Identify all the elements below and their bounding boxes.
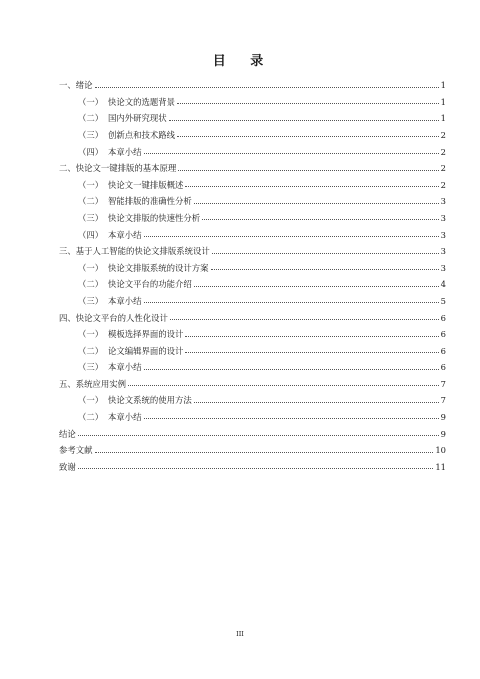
toc-entry [59,455,446,472]
toc-entry-page: 6 [440,329,446,340]
toc-entry-label [59,98,175,106]
toc-leader-dots [95,87,439,88]
toc-entry-number: （三） [78,295,104,306]
toc-entry [59,272,446,289]
toc-entry [59,106,446,123]
toc-entry-text: 参考文献 [59,445,93,456]
toc-leader-dots [177,136,439,137]
toc-entry-page: 5 [440,295,446,306]
toc-entry-text: 三、基于人工智能的快论文排版系统设计 [59,246,210,257]
toc-entry [59,139,446,156]
toc-entry-page: 2 [440,129,446,140]
toc-entry-page: 3 [440,212,446,223]
toc-entry [59,222,446,239]
toc-entry-text: 本章小结 [108,295,142,306]
toc-leader-dots [144,302,439,303]
toc-title: 目 录 [212,54,274,69]
toc-entry-page: 6 [440,312,446,323]
toc-leader-dots [144,418,439,419]
toc-entry-page: 3 [440,196,446,207]
toc-entry-label [59,430,76,438]
toc-entry-label [59,297,142,305]
toc-leader-dots [95,452,434,453]
toc-leader-dots [211,269,439,270]
toc-entry-text: 快论文的选题背景 [108,96,175,107]
toc-entry-label [59,164,176,172]
toc-entry-text: 快论文一键排版概述 [108,179,184,190]
toc-entry-text: 快论文排版的快速性分析 [108,212,201,223]
toc-entry-number: （三） [78,362,104,373]
toc-entry-number: （三） [78,129,104,140]
toc-entry [59,438,446,455]
toc-entry-text: 四、快论文平台的人性化设计 [59,312,168,323]
toc-entry-label [59,396,192,404]
toc-entry [59,90,446,107]
toc-entry [59,173,446,190]
toc-entry-label [59,314,168,322]
toc-leader-dots [194,286,439,287]
toc-entry-text: 五、系统应用实例 [59,378,126,389]
toc-entry-label [59,214,200,222]
toc-entry-label [59,413,142,421]
toc-entry [59,372,446,389]
toc-leader-dots [194,203,439,204]
toc-entry-page: 2 [440,179,446,190]
toc-leader-dots [178,170,438,171]
toc-entry-text: 结论 [59,428,76,439]
toc-leader-dots [194,402,439,403]
toc-entry-page: 3 [440,262,446,273]
toc-entry-text: 本章小结 [108,412,142,423]
toc-entry-page: 2 [440,146,446,157]
toc-entry-text: 本章小结 [108,146,142,157]
toc-entry-page: 4 [440,279,446,290]
table-of-contents [59,73,446,471]
toc-entry-label [59,280,192,288]
toc-entry [59,339,446,356]
toc-entry-page: 9 [440,412,446,423]
toc-leader-dots [169,120,439,121]
toc-entry-label [59,197,192,205]
toc-entry-page: 7 [440,395,446,406]
toc-entry-number: （二） [78,196,104,207]
toc-entry-text: 创新点和技术路线 [108,129,175,140]
toc-entry-page: 3 [440,229,446,240]
toc-entry-label [59,264,209,272]
toc-entry-text: 快论文平台的功能介绍 [108,279,192,290]
toc-entry-page: 9 [440,428,446,439]
toc-entry-page: 10 [435,445,446,456]
toc-leader-dots [185,336,438,337]
toc-entry-label [59,81,93,89]
toc-entry [59,189,446,206]
toc-leader-dots [78,435,439,436]
toc-entry [59,388,446,405]
toc-entry-page: 3 [440,246,446,257]
toc-entry-page: 1 [440,96,446,107]
toc-entry-text: 致谢 [59,461,76,472]
toc-entry-text: 一、绪论 [59,80,93,91]
toc-entry-number: （四） [78,146,104,157]
toc-entry-page: 11 [435,461,446,472]
toc-leader-dots [144,369,439,370]
toc-entry-number: （二） [78,279,104,290]
toc-entry-label [59,247,210,255]
toc-entry [59,239,446,256]
toc-leader-dots [177,103,439,104]
toc-leader-dots [144,153,439,154]
toc-entry-text: 二、快论文一键排版的基本原理 [59,163,177,174]
toc-leader-dots [212,253,439,254]
toc-entry-label [59,114,167,122]
toc-leader-dots [185,352,438,353]
toc-entry-page: 1 [440,80,446,91]
toc-entry-label [59,131,175,139]
toc-entry-number: （一） [78,179,104,190]
toc-entry-number: （二） [78,412,104,423]
toc-entry-page: 7 [440,378,446,389]
toc-entry-number: （一） [78,395,104,406]
toc-entry-label [59,181,183,189]
toc-entry-text: 快论文排版系统的设计方案 [108,262,209,273]
toc-entry-page: 1 [440,113,446,124]
toc-entry-text: 论文编辑界面的设计 [108,345,184,356]
toc-entry-text: 智能排版的准确性分析 [108,196,192,207]
toc-entry-text: 本章小结 [108,362,142,373]
toc-entry-text: 国内外研究现状 [108,113,167,124]
toc-entry [59,156,446,173]
toc-entry [59,256,446,273]
toc-entry-page: 6 [440,345,446,356]
toc-leader-dots [185,186,438,187]
toc-entry-number: （二） [78,345,104,356]
toc-leader-dots [128,385,439,386]
toc-entry-text: 本章小结 [108,229,142,240]
toc-entry-number: （一） [78,329,104,340]
toc-leader-dots [202,219,439,220]
toc-entry [59,405,446,422]
toc-entry [59,289,446,306]
toc-entry-label [59,231,142,239]
toc-entry-page: 2 [440,163,446,174]
toc-entry-text: 模板选择界面的设计 [108,329,184,340]
page-number: III [236,630,244,638]
toc-entry-page: 6 [440,362,446,373]
toc-entry-label [59,148,142,156]
toc-entry-label [59,446,93,454]
toc-entry-number: （一） [78,262,104,273]
toc-entry-number: （三） [78,212,104,223]
toc-entry [59,421,446,438]
toc-entry-label [59,463,76,471]
toc-entry [59,206,446,223]
toc-leader-dots [144,236,439,237]
toc-entry [59,355,446,372]
toc-entry-label [59,347,183,355]
toc-entry-label [59,330,183,338]
toc-entry-label [59,363,142,371]
toc-entry-number: （四） [78,229,104,240]
toc-entry-number: （二） [78,113,104,124]
toc-entry [59,305,446,322]
toc-entry-text: 快论文系统的使用方法 [108,395,192,406]
toc-leader-dots [170,319,439,320]
toc-entry-label [59,380,126,388]
toc-leader-dots [78,468,434,469]
toc-entry [59,123,446,140]
toc-entry [59,73,446,90]
toc-entry-number: （一） [78,96,104,107]
toc-entry [59,322,446,339]
